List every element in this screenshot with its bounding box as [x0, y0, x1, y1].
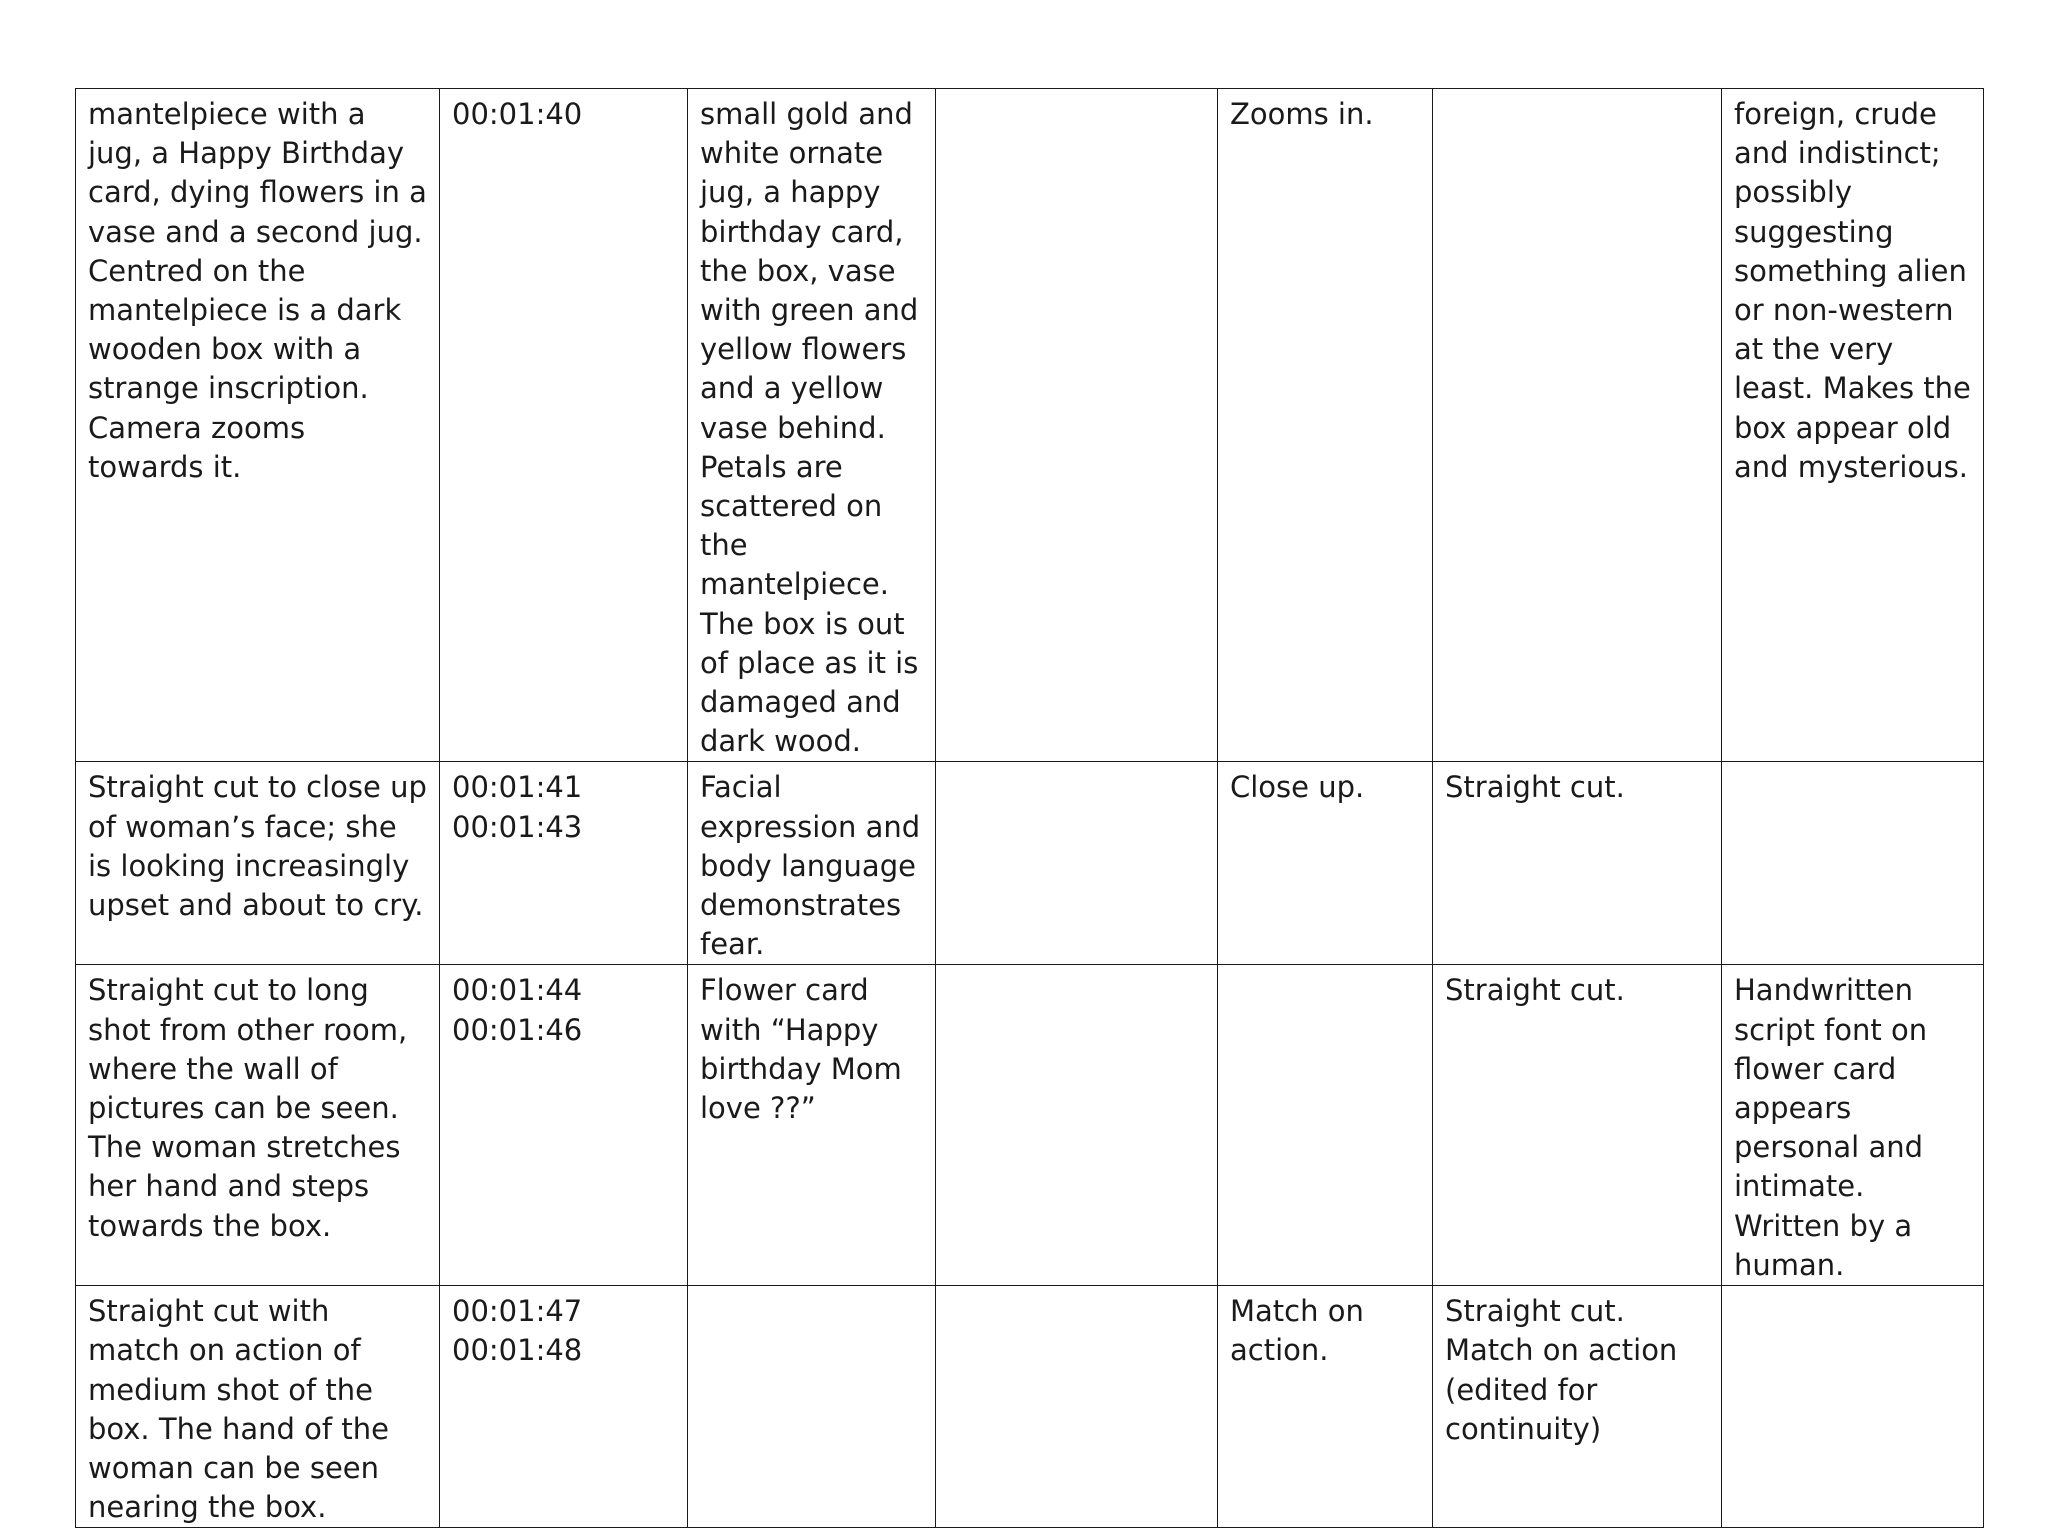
- table-row: [76, 89, 1984, 762]
- camera-text: Close up.: [1230, 770, 1365, 805]
- table-row: [76, 762, 1984, 965]
- description-text: Straight cut with match on action of medium shot of the box. The hand of the woman can be seen nearing the box.: [88, 1294, 389, 1525]
- editing-cell: [1433, 1286, 1722, 1528]
- editing-text: Straight cut. Match on action (edited for continuity): [1445, 1294, 1678, 1446]
- table-row: [76, 965, 1984, 1286]
- timecode-cell: [440, 89, 688, 762]
- description-cell: [76, 1286, 440, 1528]
- description-cell: [76, 965, 440, 1286]
- editing-cell: [1433, 965, 1722, 1286]
- graphics-text: Handwritten script font on flower card appears personal and intimate. Written by a human.: [1734, 973, 1928, 1282]
- description-text: Straight cut to close up of woman’s face; she is looking increasingly upset and about to cry.: [88, 770, 427, 923]
- table-row: [76, 1286, 1984, 1528]
- camera-cell: [1218, 762, 1433, 965]
- editing-cell: [1433, 762, 1722, 965]
- timecode-text: 00:01:44 00:01:46: [452, 973, 583, 1047]
- description-cell: [76, 89, 440, 762]
- mise-en-scene-text: Facial expression and body language demonstrates fear.: [700, 770, 921, 962]
- mise-en-scene-text: small gold and white ornate jug, a happy birthday card, the box, vase with green and yellow flowers and a yellow vase behind. Petals are scattered on the mantelpiece. The box is out of place as it is damaged and dark wood.: [700, 97, 919, 759]
- mise-en-scene-text: Flower card with “Happy birthday Mom love ??”: [700, 973, 902, 1126]
- description-text: mantelpiece with a jug, a Happy Birthday card, dying flowers in a vase and a second jug. Centred on the mantelpiece is a dark wooden box with a strange inscription. Camera zooms towards it.: [88, 97, 427, 484]
- timecode-text: 00:01:40: [452, 97, 583, 131]
- description-cell: [76, 762, 440, 965]
- sound-cell: [936, 762, 1218, 965]
- camera-text: Match on action.: [1230, 1294, 1364, 1368]
- graphics-cell: [1722, 89, 1984, 762]
- mise-en-scene-cell: [688, 762, 936, 965]
- sound-cell: [936, 965, 1218, 1286]
- timecode-cell: [440, 762, 688, 965]
- shot-analysis-table: [75, 88, 1984, 1528]
- sound-cell: [936, 1286, 1218, 1528]
- graphics-cell: [1722, 1286, 1984, 1528]
- editing-text: Straight cut.: [1445, 973, 1625, 1008]
- camera-cell: [1218, 965, 1433, 1286]
- sound-cell: [936, 89, 1218, 762]
- timecode-cell: [440, 965, 688, 1286]
- camera-text: Zooms in.: [1230, 97, 1374, 131]
- timecode-text: 00:01:47 00:01:48: [452, 1294, 583, 1368]
- graphics-cell: [1722, 965, 1984, 1286]
- mise-en-scene-cell: [688, 1286, 936, 1528]
- editing-cell: [1433, 89, 1722, 762]
- camera-cell: [1218, 1286, 1433, 1528]
- timecode-text: 00:01:41 00:01:43: [452, 770, 583, 844]
- graphics-cell: [1722, 762, 1984, 965]
- graphics-text: foreign, crude and indistinct; possibly suggesting something alien or non-western at the very least. Makes the box appear old and mysterious.: [1734, 97, 1971, 484]
- timecode-cell: [440, 1286, 688, 1528]
- mise-en-scene-cell: [688, 89, 936, 762]
- editing-text: Straight cut.: [1445, 770, 1625, 805]
- camera-cell: [1218, 89, 1433, 762]
- mise-en-scene-cell: [688, 965, 936, 1286]
- description-text: Straight cut to long shot from other room, where the wall of pictures can be seen. The woman stretches her hand and steps towards the box.: [88, 973, 408, 1243]
